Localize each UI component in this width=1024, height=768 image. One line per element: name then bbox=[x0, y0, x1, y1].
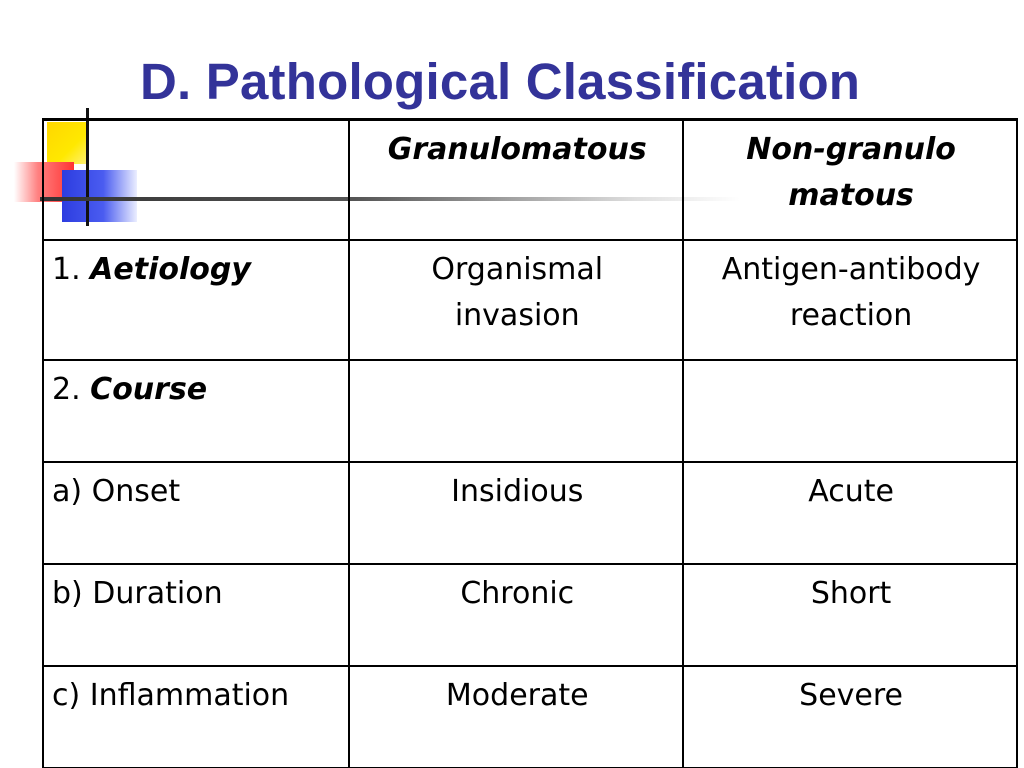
row-label-aetiology bbox=[43, 240, 349, 360]
cell-aetiology-granulomatous bbox=[349, 240, 683, 360]
slide-title: D. Pathological Classification bbox=[140, 53, 861, 110]
cell-inflammation-non-granulomatous: Severe bbox=[683, 666, 1017, 768]
row-number: 1. bbox=[52, 252, 81, 287]
cell-aetiology-non-granulomatous bbox=[683, 240, 1017, 360]
row-label-text: Course bbox=[90, 372, 208, 407]
row-label-duration: b) Duration bbox=[43, 564, 349, 666]
cell-text: Antigen-antibody reaction bbox=[721, 252, 981, 333]
table-row bbox=[43, 360, 1017, 462]
table-header-row bbox=[43, 120, 1017, 241]
header-granulomatous: Granulomatous bbox=[349, 120, 683, 241]
header-non-granulomatous bbox=[683, 120, 1017, 241]
table-row bbox=[43, 666, 1017, 768]
row-label-text: Aetiology bbox=[90, 252, 251, 287]
cell-course-non-granulomatous bbox=[683, 360, 1017, 462]
classification-table bbox=[42, 118, 1018, 768]
header-non-granulomatous-text: Non-granulomatous bbox=[746, 132, 956, 213]
cell-course-granulomatous bbox=[349, 360, 683, 462]
cell-onset-granulomatous: Insidious bbox=[349, 462, 683, 564]
header-cell-empty bbox=[43, 120, 349, 241]
table-row bbox=[43, 564, 1017, 666]
table-row bbox=[43, 240, 1017, 360]
row-label-inflammation: c) Inflammation bbox=[43, 666, 349, 768]
cell-inflammation-granulomatous: Moderate bbox=[349, 666, 683, 768]
cell-onset-non-granulomatous: Acute bbox=[683, 462, 1017, 564]
cell-text: Organismal invasion bbox=[431, 252, 604, 333]
cell-duration-granulomatous: Chronic bbox=[349, 564, 683, 666]
row-label-course bbox=[43, 360, 349, 462]
table-row bbox=[43, 462, 1017, 564]
row-number: 2. bbox=[52, 372, 81, 407]
cell-duration-non-granulomatous: Short bbox=[683, 564, 1017, 666]
row-label-onset: a) Onset bbox=[43, 462, 349, 564]
